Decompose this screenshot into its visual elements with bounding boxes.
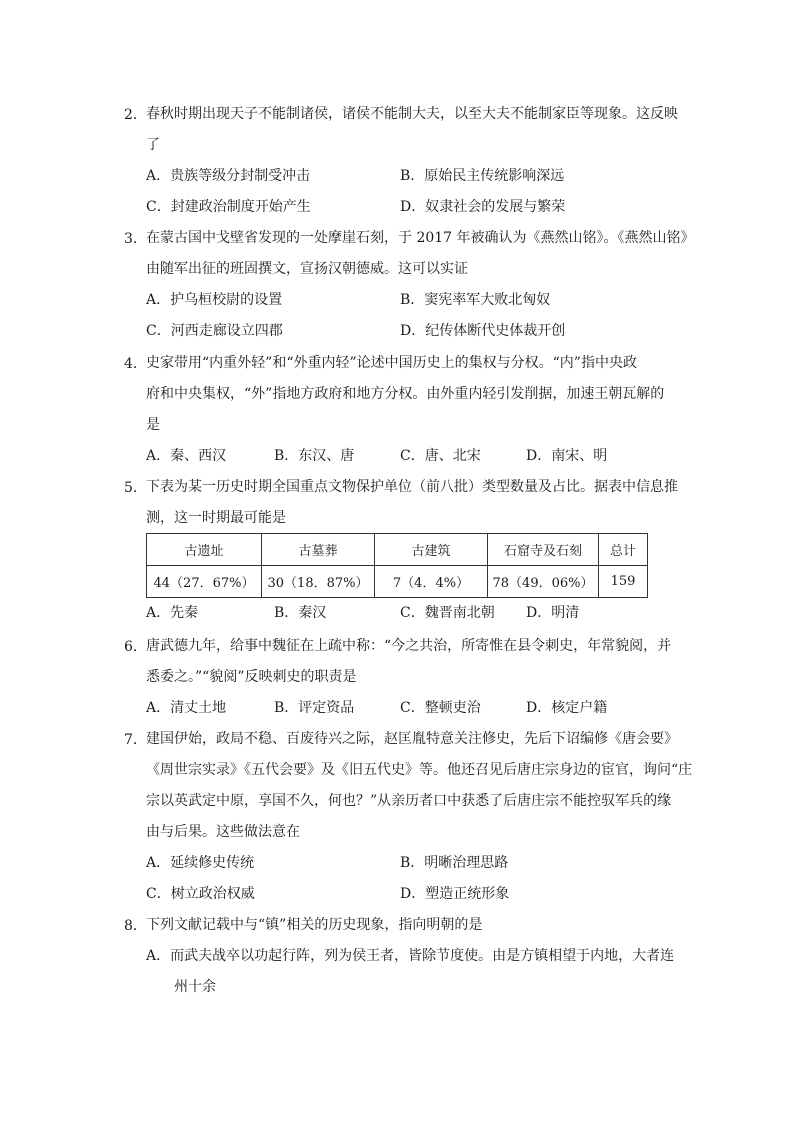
table-header-cell: 古墓葬	[262, 534, 375, 566]
option-c: C．唐、北宋	[400, 448, 481, 464]
table-cell: 159	[599, 566, 648, 598]
option-b: B．东汉、唐	[274, 448, 355, 464]
table-header-cell: 古遗址	[147, 534, 262, 566]
question-number: 2．	[124, 107, 147, 123]
question-number: 8．	[124, 918, 147, 934]
table-cell: 44（27．67%）	[147, 566, 262, 598]
question-stem: 由与后果。这些做法意在	[146, 824, 300, 840]
option-c: C．魏晋南北朝	[400, 605, 495, 621]
question-number: 3．	[124, 231, 147, 247]
question-stem: 测，这一时期最可能是	[146, 510, 286, 526]
option-c: C．河西走廊设立四郡	[146, 323, 283, 339]
option-a: A．护乌桓校尉的设置	[146, 292, 283, 308]
option-d: D．明清	[526, 605, 580, 621]
table-header-cell: 总计	[599, 534, 648, 566]
table-header-cell: 石窟寺及石刻	[488, 534, 599, 566]
option-d: D．纪传体断代史体裁开创	[400, 323, 566, 339]
question-number: 4．	[124, 356, 147, 372]
question-stem: 建国伊始，政局不稳、百废待兴之际，赵匡胤特意关注修史，先后下诏编修《唐会要》	[146, 731, 678, 747]
question-stem: 下列文献记载中与“镇”相关的历史现象，指向明朝的是	[146, 917, 483, 933]
option-d: D．核定户籍	[526, 700, 608, 716]
option-a: A．秦、西汉	[146, 448, 227, 464]
table-row	[147, 566, 648, 598]
option-c: C．整顿吏治	[400, 700, 481, 716]
table-cell: 30（18．87%）	[262, 566, 375, 598]
question-stem: 春秋时期出现天子不能制诸侯，诸侯不能制大夫，以至大夫不能制家臣等现象。这反映	[146, 106, 678, 122]
option-d: D．塑造正统形象	[400, 886, 510, 902]
question-stem: 《周世宗实录》《五代会要》及《旧五代史》等。他还召见后唐庄宗身边的宦官，询问“庄	[146, 762, 693, 778]
question-stem: 府和中央集权，“外”指地方政府和地方分权。由外重内轻引发削据，加速王朝瓦解的	[146, 386, 665, 402]
question-stem: 是	[146, 417, 160, 433]
question-stem: 了	[146, 137, 160, 153]
question-stem: 由随军出征的班固撰文，宣扬汉朝德威。这可以实证	[146, 261, 468, 277]
option-b: B．原始民主传统影响深远	[400, 168, 565, 184]
question-stem: 悉委之。”“貌阅”反映刺史的职责是	[146, 669, 357, 685]
option-a: A．先秦	[146, 605, 199, 621]
option-d: D．奴隶社会的发展与繁荣	[400, 199, 566, 215]
option-c: C．树立政治权威	[146, 886, 255, 902]
option-a: A．贵族等级分封制受冲击	[146, 168, 311, 184]
option-d: D．南宋、明	[526, 448, 608, 464]
table-header-row	[147, 534, 648, 566]
question-stem: 史家带用“内重外轻”和“外重内轻”论述中国历史上的集权与分权。“内”指中央政	[146, 355, 637, 371]
heritage-table	[146, 533, 648, 598]
option-a: A．而武夫战卒以功起行阵，列为侯王者，皆除节度使。由是方镇相望于内地，大者连	[146, 948, 675, 964]
option-a-continuation: 州十余	[174, 979, 216, 995]
question-number: 6．	[124, 639, 147, 655]
option-a: A．延续修史传统	[146, 855, 255, 871]
table-cell: 7（4．4%）	[375, 566, 488, 598]
question-stem: 在蒙古国中戈壁省发现的一处摩崖石刻，于 2017 年被确认为《燕然山铭》。《燕然山铭》	[146, 230, 695, 246]
option-c: C．封建政治制度开始产生	[146, 199, 311, 215]
option-b: B．评定资品	[274, 700, 355, 716]
table-header-cell: 古建筑	[375, 534, 488, 566]
option-b: B．秦汉	[274, 605, 327, 621]
table-cell: 78（49．06%）	[488, 566, 599, 598]
question-stem: 唐武德九年，给事中魏征在上疏中称：“今之共治，所寄惟在县令刺史，年常貌阅，并	[146, 638, 672, 654]
option-a: A．清丈土地	[146, 700, 227, 716]
option-b: B．窦宪率军大败北匈奴	[400, 292, 551, 308]
question-number: 7．	[124, 732, 147, 748]
question-stem: 宗以英武定中原，享国不久，何也？”从亲历者口中获悉了后唐庄宗不能控驭军兵的缘	[146, 793, 672, 809]
option-b: B．明晰治理思路	[400, 855, 509, 871]
question-stem: 下表为某一历史时期全国重点文物保护单位（前八批）类型数量及占比。据表中信息推	[146, 479, 678, 495]
question-number: 5．	[124, 480, 147, 496]
